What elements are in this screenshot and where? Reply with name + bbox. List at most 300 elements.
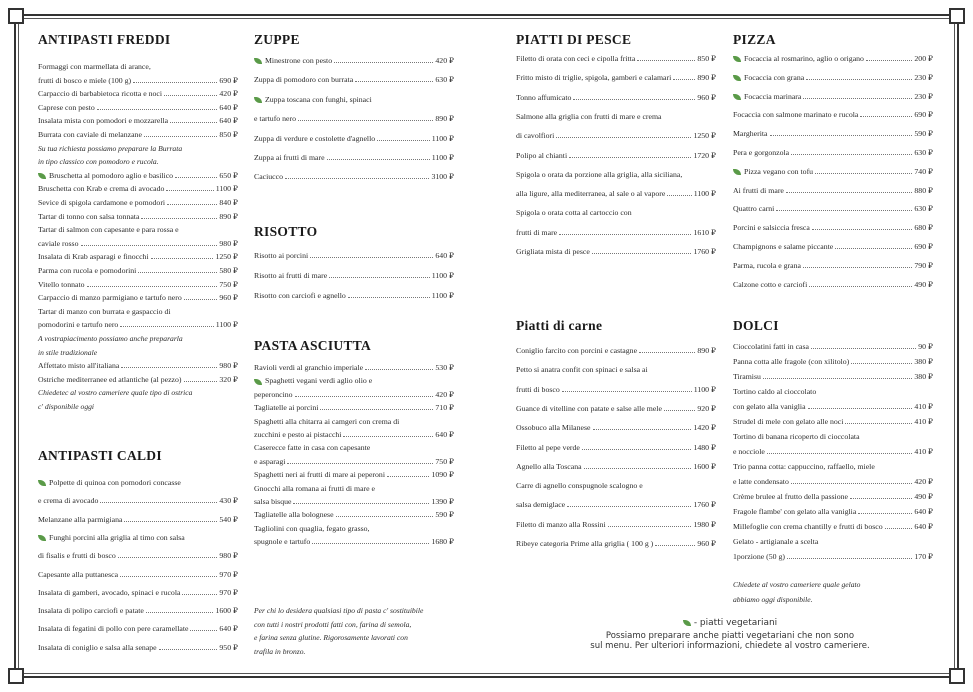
menu-item — [254, 430, 454, 439]
item-name: 1porzione (50 g) — [733, 552, 785, 561]
menu-item — [254, 537, 454, 546]
item-price: 490 ₽ — [914, 492, 933, 501]
menu-item — [38, 130, 238, 139]
menu-item — [38, 375, 238, 384]
item-name: Capesante alla puttanesca — [38, 569, 119, 579]
menu-item — [38, 198, 238, 207]
item-name: Tiramisu — [733, 372, 761, 381]
item-name: Insalata di coniglio e salsa alla senape — [38, 642, 157, 652]
item-price: 530 ₽ — [435, 363, 454, 372]
menu-item — [733, 492, 933, 501]
item-price: 540 ₽ — [219, 514, 238, 524]
item-price: 1760 ₽ — [693, 500, 716, 510]
leader-dots — [293, 503, 429, 504]
leader-dots — [845, 423, 912, 424]
section-title: PIATTI DI PESCE — [516, 32, 632, 47]
item-name: pomodorini e tartufo nero — [38, 320, 119, 330]
menu-item — [38, 496, 238, 505]
item-price: 3100 ₽ — [431, 172, 454, 182]
menu-item — [733, 522, 933, 531]
item-price: 980 ₽ — [219, 238, 238, 248]
item-price: 750 ₽ — [435, 456, 454, 466]
item-line: Gnocchi alla romana ai frutti di mare e — [254, 483, 376, 493]
item-price: 960 ₽ — [697, 92, 716, 102]
leader-dots — [559, 234, 691, 235]
item-price: 410 ₽ — [914, 417, 933, 426]
item-name: Caprese con pesto — [38, 102, 95, 112]
menu-item — [516, 539, 716, 548]
item-price: 1610 ₽ — [693, 227, 716, 237]
menu-item — [254, 403, 454, 412]
section-title: Piatti di carne — [516, 318, 603, 333]
item-price: 750 ₽ — [219, 279, 238, 289]
legend-key: - piatti vegetariani — [560, 618, 900, 628]
item-name: Coniglio farcito con porcini e castagne — [516, 346, 638, 355]
item-price: 170 ₽ — [914, 552, 933, 561]
corner-ornament — [8, 668, 24, 684]
menu-item — [254, 172, 454, 181]
item-note: in tipo classico con pomodoro e rucola. — [38, 157, 159, 167]
menu-item — [38, 624, 238, 633]
menu-item — [733, 73, 933, 82]
leader-dots — [567, 506, 691, 507]
item-name: Crème brulee al frutto della passione — [733, 492, 848, 501]
menu-item — [38, 103, 238, 112]
item-price: 420 ₽ — [219, 89, 238, 99]
leader-dots — [120, 576, 217, 577]
item-price: 890 ₽ — [697, 346, 716, 355]
item-price: 970 ₽ — [219, 587, 238, 597]
item-name: Filetto al pepe verde — [516, 442, 580, 452]
section-title: ZUPPE — [254, 32, 300, 47]
item-name: Porcini e salsiccia fresca — [733, 223, 810, 233]
leader-dots — [298, 120, 433, 121]
item-name: Insalata di polipo carciofi e patate — [38, 606, 144, 616]
item-price: 1980 ₽ — [693, 519, 716, 529]
leader-dots — [639, 352, 695, 353]
menu-item — [254, 457, 454, 466]
leader-dots — [182, 594, 217, 595]
item-name: Tagliatelle ai porcini — [254, 403, 319, 413]
leader-dots — [141, 218, 217, 219]
leaf-icon — [254, 379, 262, 385]
leader-dots — [320, 409, 433, 410]
item-name: Filetto di manzo alla Rossini — [516, 519, 606, 529]
item-line: Spaghetti alla chitarra ai camgeri con crema di — [254, 416, 400, 426]
item-name: Fritto misto di triglie, spigola, gamberi e calamari — [516, 73, 672, 83]
pasta-note — [254, 604, 464, 658]
item-line: Trio panna cotta: cappuccino, raffaello, miele — [733, 462, 875, 471]
leader-dots — [377, 140, 430, 141]
item-price: 890 ₽ — [697, 73, 716, 83]
item-price: 1390 ₽ — [431, 497, 454, 506]
item-name: alla ligure, alla mediterranea, al sale o al vapore — [516, 189, 666, 199]
item-name: Bruschetta al pomodoro aglio e basilico — [38, 171, 173, 180]
leader-dots — [355, 81, 433, 82]
menu-item — [38, 361, 238, 370]
corner-ornament — [949, 8, 965, 24]
item-price: 90 ₽ — [918, 342, 933, 351]
leader-dots — [858, 513, 912, 514]
section-zuppe — [254, 32, 454, 182]
menu-item — [38, 280, 238, 289]
item-price: 590 ₽ — [914, 129, 933, 139]
leader-dots — [146, 612, 214, 613]
section-title: ANTIPASTI CALDI — [38, 448, 162, 463]
item-name: Tartar di tonno con salsa tonnata — [38, 211, 140, 221]
legend-line: Possiamo preparare anche piatti vegetariani che non sono — [605, 631, 855, 641]
item-name: Insalata di fegatini di pollo con pere caramellate — [38, 624, 189, 634]
note-line: abbiamo oggi disponibile. — [733, 595, 813, 604]
menu-item — [733, 552, 933, 561]
item-note: Su tua richiesta possiamo preparare la Burrata — [38, 143, 183, 153]
menu-item — [516, 228, 716, 237]
item-price: 690 ₽ — [914, 110, 933, 120]
leader-dots — [133, 82, 217, 83]
item-price: 1100 ₽ — [215, 320, 238, 330]
menu-item — [733, 223, 933, 232]
menu-item — [733, 186, 933, 195]
menu-item — [733, 417, 933, 426]
item-name: Vitello tonnato — [38, 279, 85, 289]
item-price: 640 ₽ — [219, 624, 238, 634]
item-name: Focaccia marinara — [733, 92, 801, 101]
item-price: 640 ₽ — [435, 430, 454, 439]
item-price: 1100 ₽ — [693, 189, 716, 199]
leader-dots — [184, 381, 218, 382]
item-price: 380 ₽ — [914, 372, 933, 381]
item-note: Chiedetec al vostro cameriere quale tipo di ostrica — [38, 388, 193, 398]
section-pesce — [516, 32, 716, 256]
menu-item — [733, 477, 933, 486]
menu-item — [38, 171, 238, 180]
item-line: Spigola o orata cotta al cartoccio con — [516, 208, 632, 218]
leaf-icon — [733, 169, 741, 175]
item-price: 880 ₽ — [914, 185, 933, 195]
menu-item — [733, 110, 933, 119]
item-price: 950 ₽ — [219, 642, 238, 652]
item-name: spugnole e tartufo — [254, 537, 311, 547]
note-line: trafila in bronzo. — [254, 646, 306, 656]
leader-dots — [175, 177, 217, 178]
menu-item — [516, 385, 716, 394]
item-price: 590 ₽ — [435, 510, 454, 520]
corner-ornament — [949, 668, 965, 684]
menu-item — [38, 252, 238, 261]
item-price: 960 ₽ — [697, 539, 716, 548]
menu-item — [516, 93, 716, 102]
leader-dots — [159, 649, 218, 650]
leaf-icon — [733, 75, 741, 81]
leader-dots — [808, 408, 913, 409]
item-price: 420 ₽ — [914, 477, 933, 486]
leader-dots — [190, 630, 217, 631]
leader-dots — [327, 159, 430, 160]
menu-item — [38, 551, 238, 560]
section-carne — [516, 318, 716, 548]
item-note: in stile tradizionale — [38, 347, 98, 357]
menu-item — [516, 423, 716, 432]
menu-item — [38, 116, 238, 125]
item-line: Zuppa toscana con funghi, spinaci — [254, 95, 454, 104]
item-name: Caciucco — [254, 172, 284, 182]
menu-item — [733, 280, 933, 289]
leader-dots — [121, 367, 217, 368]
menu-item — [38, 643, 238, 652]
item-price: 1100 ₽ — [431, 153, 454, 162]
item-name: e tartufo nero — [254, 114, 296, 124]
leader-dots — [151, 258, 214, 259]
item-name: Polipo al chianti — [516, 150, 568, 160]
item-price: 1600 ₽ — [693, 461, 716, 471]
leader-dots — [770, 135, 913, 136]
leader-dots — [803, 267, 912, 268]
leader-dots — [866, 60, 912, 61]
leader-dots — [387, 476, 429, 477]
menu-item — [38, 239, 238, 248]
item-name: Fragole flambe' con gelato alla vaniglia — [733, 507, 857, 516]
leader-dots — [791, 483, 913, 484]
menu-item — [516, 189, 716, 198]
leader-dots — [787, 558, 912, 559]
item-name: Pera e gorgonzola — [733, 148, 790, 157]
leader-dots — [815, 173, 912, 174]
section-antipasti-caldi — [38, 448, 238, 652]
item-price: 1600 ₽ — [215, 606, 238, 616]
item-price: 1090 ₽ — [431, 470, 454, 480]
menu-item — [733, 357, 933, 366]
menu-item — [516, 520, 716, 529]
item-price: 850 ₽ — [697, 54, 716, 63]
leader-dots — [144, 136, 217, 137]
leader-dots — [812, 229, 913, 230]
item-name: Bruschetta con Krab e crema di avocado — [38, 184, 165, 194]
menu-item — [733, 54, 933, 63]
menu-item — [254, 363, 454, 372]
item-price: 1100 ₽ — [215, 184, 238, 194]
item-price: 690 ₽ — [914, 242, 933, 251]
section-dolci — [733, 318, 933, 561]
note-line: Chiedete al vostro cameriere quale gelato — [733, 580, 861, 589]
menu-item — [516, 404, 716, 413]
section-title: PASTA ASCIUTTA — [254, 338, 372, 353]
item-line: Gelato - artigianale a scelta — [733, 537, 819, 546]
leader-dots — [811, 348, 916, 349]
item-name: Strudel di mele con gelato alle noci — [733, 417, 844, 426]
leader-dots — [97, 109, 218, 110]
leader-dots — [809, 286, 912, 287]
leader-dots — [285, 178, 429, 179]
note-line: e farina senza glutine. Rigorosamente lavorati con — [254, 633, 408, 642]
menu-item — [38, 76, 238, 85]
leader-dots — [582, 449, 692, 450]
leader-dots — [664, 410, 695, 411]
item-price: 890 ₽ — [219, 211, 238, 221]
item-price: 630 ₽ — [914, 204, 933, 214]
item-name: Insalata di Krab asparagi e finocchi — [38, 252, 149, 262]
menu-item — [516, 151, 716, 160]
item-price: 1420 ₽ — [693, 423, 716, 433]
item-name: Zuppa di pomodoro con burrata — [254, 75, 354, 85]
item-price: 320 ₽ — [219, 374, 238, 384]
leader-dots — [776, 210, 912, 211]
item-line: Tartar di manzo con burrata e gaspaccio di — [38, 306, 171, 316]
dolci-note — [733, 577, 933, 607]
item-name: Millefoglie con crema chantilly e frutti di bosco — [733, 522, 883, 531]
leader-dots — [343, 436, 433, 437]
menu-item — [38, 588, 238, 597]
leader-dots — [569, 157, 691, 158]
item-price: 410 ₽ — [914, 402, 933, 411]
item-price: 230 ₽ — [914, 72, 933, 82]
item-name: e crema di avocado — [38, 496, 99, 506]
item-name: Tagliatelle alla bolognese — [254, 510, 334, 520]
menu-item — [38, 184, 238, 193]
item-line: Tortino di banana ricoperto di cioccolata — [733, 432, 860, 441]
item-line: Salmone alla griglia con frutti di mare e crema — [516, 111, 662, 121]
leader-dots — [860, 116, 912, 117]
item-name: con gelato alla vaniglia — [733, 402, 806, 411]
item-name: Minestrone con pesto — [254, 56, 332, 65]
menu-item — [733, 167, 933, 176]
item-line: Spigola o orata da porzione alla griglia, alla siciliana, — [516, 169, 683, 179]
leader-dots — [138, 272, 217, 273]
item-name: Sevice di spigola cardamone e pomodori — [38, 198, 166, 207]
item-name: peperoncino — [254, 389, 293, 399]
item-line: Polpette di quinoa con pomodori concasse — [38, 478, 238, 487]
menu-item — [733, 447, 933, 456]
leader-dots — [573, 99, 695, 100]
item-price: 1100 ₽ — [431, 133, 454, 143]
item-price: 630 ₽ — [914, 148, 933, 157]
item-name: Tonno affumicato — [516, 92, 572, 102]
menu-item — [254, 153, 454, 162]
item-price: 790 ₽ — [914, 260, 933, 270]
leader-dots — [334, 62, 433, 63]
note-line: con tutti i nostri prodotti fatti con, farina di semola, — [254, 619, 412, 629]
item-name: Panna cotta alle fragole (con xilitolo) — [733, 357, 850, 366]
menu-item — [254, 56, 454, 65]
menu-item — [516, 462, 716, 471]
item-name: Zuppa ai frutti di mare — [254, 153, 325, 162]
item-price: 640 ₽ — [219, 102, 238, 112]
menu-item — [516, 54, 716, 63]
leader-dots — [167, 204, 217, 205]
leader-dots — [673, 79, 695, 80]
menu-item — [254, 470, 454, 479]
item-name: Melanzane alla parmigiana — [38, 514, 123, 524]
item-name: Focaccia con grana — [733, 73, 804, 82]
leader-dots — [312, 543, 429, 544]
item-price: 690 ₽ — [219, 75, 238, 85]
leader-dots — [655, 545, 695, 546]
leader-dots — [120, 326, 213, 327]
item-note: A vostrapiacimento possiamo anche prepararla — [38, 334, 183, 343]
item-name: Parma, rucola e grana — [733, 260, 801, 270]
item-price: 580 ₽ — [219, 266, 238, 275]
item-name: e nocciole — [733, 447, 765, 456]
item-name: Spaghetti neri ai frutti di mare ai peperoni — [254, 470, 385, 480]
legend-line: sul menu. Per ulteriori informazioni, chiedete al vostro cameriere. — [590, 641, 870, 651]
item-name: Insalata mista con pomodori e mozzarella — [38, 116, 169, 126]
item-price: 1100 ₽ — [431, 271, 454, 280]
note-line: Per chi lo desidera qualsiasi tipo di pasta c' sostituibile — [254, 606, 424, 615]
item-price: 650 ₽ — [219, 170, 238, 180]
item-name: frutti di mare — [516, 227, 558, 237]
leaf-icon — [38, 173, 46, 179]
item-price: 890 ₽ — [435, 114, 454, 124]
item-price: 970 ₽ — [219, 569, 238, 579]
leader-dots — [164, 95, 217, 96]
item-price: 430 ₽ — [219, 496, 238, 506]
item-note: c' disponibile oggi — [38, 402, 95, 411]
item-price: 1760 ₽ — [693, 247, 716, 256]
item-name: di fisalis e frutti di bosco — [38, 551, 116, 561]
leader-dots — [767, 453, 913, 454]
item-name: Grigliata mista di pesce — [516, 247, 590, 256]
item-name: Risotto ai porcini — [254, 251, 309, 260]
menu-item — [516, 247, 716, 256]
item-name: Cioccolatini fatti in casa — [733, 342, 809, 351]
item-price: 1720 ₽ — [693, 150, 716, 160]
item-name: zucchini e pesto ai pistacchi — [254, 430, 342, 439]
item-name: Filetto di orata con ceci e cipolla fritta — [516, 54, 636, 63]
item-name: Risotto con carciofi e agnello — [254, 291, 346, 300]
menu-item — [516, 73, 716, 82]
item-price: 960 ₽ — [219, 293, 238, 303]
corner-ornament — [8, 8, 24, 24]
item-name: caviale rosso — [38, 238, 79, 248]
item-line: Tartar di salmon con capesante e para rossa e — [38, 225, 179, 235]
item-line: Petto si anatra confit con spinaci e salsa ai — [516, 365, 648, 375]
menu-item — [254, 497, 454, 506]
leader-dots — [118, 557, 218, 558]
item-price: 420 ₽ — [435, 56, 454, 65]
leader-dots — [850, 498, 912, 499]
menu-item — [733, 204, 933, 213]
leader-dots — [184, 299, 218, 300]
item-price: 640 ₽ — [435, 251, 454, 260]
item-name: e asparagi — [254, 456, 286, 466]
menu-item — [38, 89, 238, 98]
leader-dots — [562, 391, 692, 392]
menu-item — [733, 129, 933, 138]
menu-item — [733, 261, 933, 270]
leader-dots — [786, 192, 913, 193]
item-line: Spaghetti vegani verdi aglio olio e — [254, 376, 454, 385]
item-price: 980 ₽ — [219, 361, 238, 371]
item-name: Champignons e salame piccante — [733, 242, 834, 251]
section-title: PIZZA — [733, 32, 776, 47]
item-name: Margherita — [733, 129, 768, 139]
item-name: Pizza vegano con tofu — [733, 167, 813, 176]
item-name: Insalata di gamberi, avocado, spinaci e rucola — [38, 587, 181, 597]
leader-dots — [835, 248, 912, 249]
leader-dots — [295, 396, 434, 397]
item-price: 490 ₽ — [914, 279, 933, 289]
item-price: 200 ₽ — [914, 54, 933, 63]
leaf-icon — [254, 97, 262, 103]
leader-dots — [166, 190, 213, 191]
menu-item — [38, 212, 238, 221]
menu-item — [733, 402, 933, 411]
section-pasta — [254, 338, 454, 547]
item-name: Affettato misto all'italiana — [38, 361, 120, 371]
item-name: Ravioli verdi al granchio imperiale — [254, 363, 364, 372]
menu-item — [254, 271, 454, 280]
menu-item — [38, 266, 238, 275]
section-title: ANTIPASTI FREDDI — [38, 32, 171, 47]
